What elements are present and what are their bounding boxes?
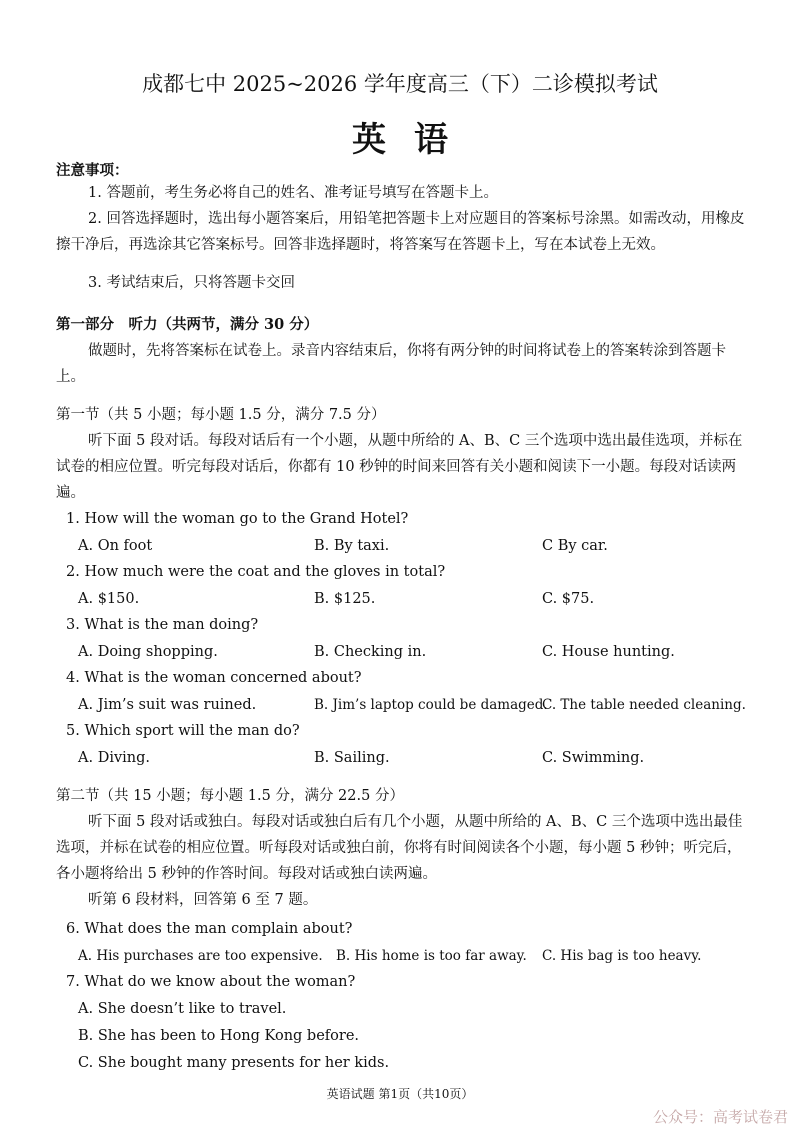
note-item-2: 2. 回答选择题时，选出每小题答案后，用铅笔把答题卡上对应题目的答案标号涂黑。如需改动，用橡皮擦干净后，再选涂其它答案标号。回答非选择题时，将答案写在答题卡上，写在本试卷上无效。 xyxy=(56,211,745,253)
section1-instruction: 听下面 5 段对话。每段对话后有一个小题，从题中所给的 A、B、C 三个选项中选出最佳选项，并标在试卷的相应位置。听完每段对话后，你都有 10 秒钟的时间来回答有关小题和阅读下一小题。每段对话读两遍。 xyxy=(56,433,743,501)
question-3: 3. What is the man doing? xyxy=(66,617,259,633)
q4-option-b: B. Jim’s laptop could be damaged. xyxy=(314,697,548,713)
question-6: 6. What does the man complain about? xyxy=(66,921,353,937)
q1-option-c: C By car. xyxy=(542,538,608,554)
q6-option-b: B. His home is too far away. xyxy=(336,948,527,964)
question-2: 2. How much were the coat and the gloves in total? xyxy=(66,564,446,580)
q7-option-c: C. She bought many presents for her kids. xyxy=(78,1055,390,1071)
exam-title: 成都七中 2025~2026 学年度高三（下）二诊模拟考试 xyxy=(142,72,658,96)
q4-option-a: A. Jim’s suit was ruined. xyxy=(78,697,257,713)
q7-option-b: B. She has been to Hong Kong before. xyxy=(78,1028,360,1044)
q4-option-c: C. The table needed cleaning. xyxy=(542,697,746,713)
q5-option-b: B. Sailing. xyxy=(314,750,390,766)
section2-instruction: 听下面 5 段对话或独白。每段对话或独白后有几个小题，从题中所给的 A、B、C 三个选项中选出最佳选项，并标在试卷的相应位置。听每段对话或独白前，你将有时间阅读各个小题，每小题 5 秒钟；听完后，各小题将给出 5 秒钟的作答时间。每段对话或独白读两遍。 xyxy=(56,814,743,882)
notes-heading: 注意事项： xyxy=(56,162,129,179)
q2-option-c: C. $75. xyxy=(542,591,595,607)
question-5: 5. Which sport will the man do? xyxy=(66,723,300,739)
part1-heading: 第一部分 听力（共两节，满分 30 分） xyxy=(56,316,319,333)
q5-option-a: A. Diving. xyxy=(78,750,151,766)
subject-title: 英语 xyxy=(352,120,476,160)
note-item-1: 1. 答题前，考生务必将自己的姓名、准考证号填写在答题卡上。 xyxy=(88,185,498,201)
q1-option-b: B. By taxi. xyxy=(314,538,390,554)
q5-option-c: C. Swimming. xyxy=(542,750,645,766)
note-item-3: 3. 考试结束后，只将答题卡交回 xyxy=(88,275,295,291)
watermark: 公众号：高考试卷君 xyxy=(652,1108,788,1126)
q7-option-a: A. She doesn’t like to travel. xyxy=(78,1001,287,1017)
section2-heading: 第二节（共 15 小题；每小题 1.5 分，满分 22.5 分） xyxy=(56,788,404,804)
question-7: 7. What do we know about the woman? xyxy=(66,974,356,990)
part1-instruction: 做题时，先将答案标在试卷上。录音内容结束后，你将有两分钟的时间将试卷上的答案转涂到答题卡上。 xyxy=(56,343,726,385)
q3-option-c: C. House hunting. xyxy=(542,644,675,660)
q6-option-a: A. His purchases are too expensive. xyxy=(78,948,323,964)
q6-option-c: C. His bag is too heavy. xyxy=(542,948,702,964)
question-4: 4. What is the woman concerned about? xyxy=(66,670,362,686)
q2-option-a: A. $150. xyxy=(78,591,140,607)
q2-option-b: B. $125. xyxy=(314,591,376,607)
q3-option-a: A. Doing shopping. xyxy=(78,644,218,660)
question-1: 1. How will the woman go to the Grand Hotel? xyxy=(66,511,409,527)
page-footer: 英语试题 第1页（共10页） xyxy=(326,1087,474,1101)
section1-heading: 第一节（共 5 小题；每小题 1.5 分，满分 7.5 分） xyxy=(56,407,386,423)
q3-option-b: B. Checking in. xyxy=(314,644,427,660)
q1-option-a: A. On foot xyxy=(78,538,153,554)
material-6-instruction: 听第 6 段材料，回答第 6 至 7 题。 xyxy=(88,892,318,908)
